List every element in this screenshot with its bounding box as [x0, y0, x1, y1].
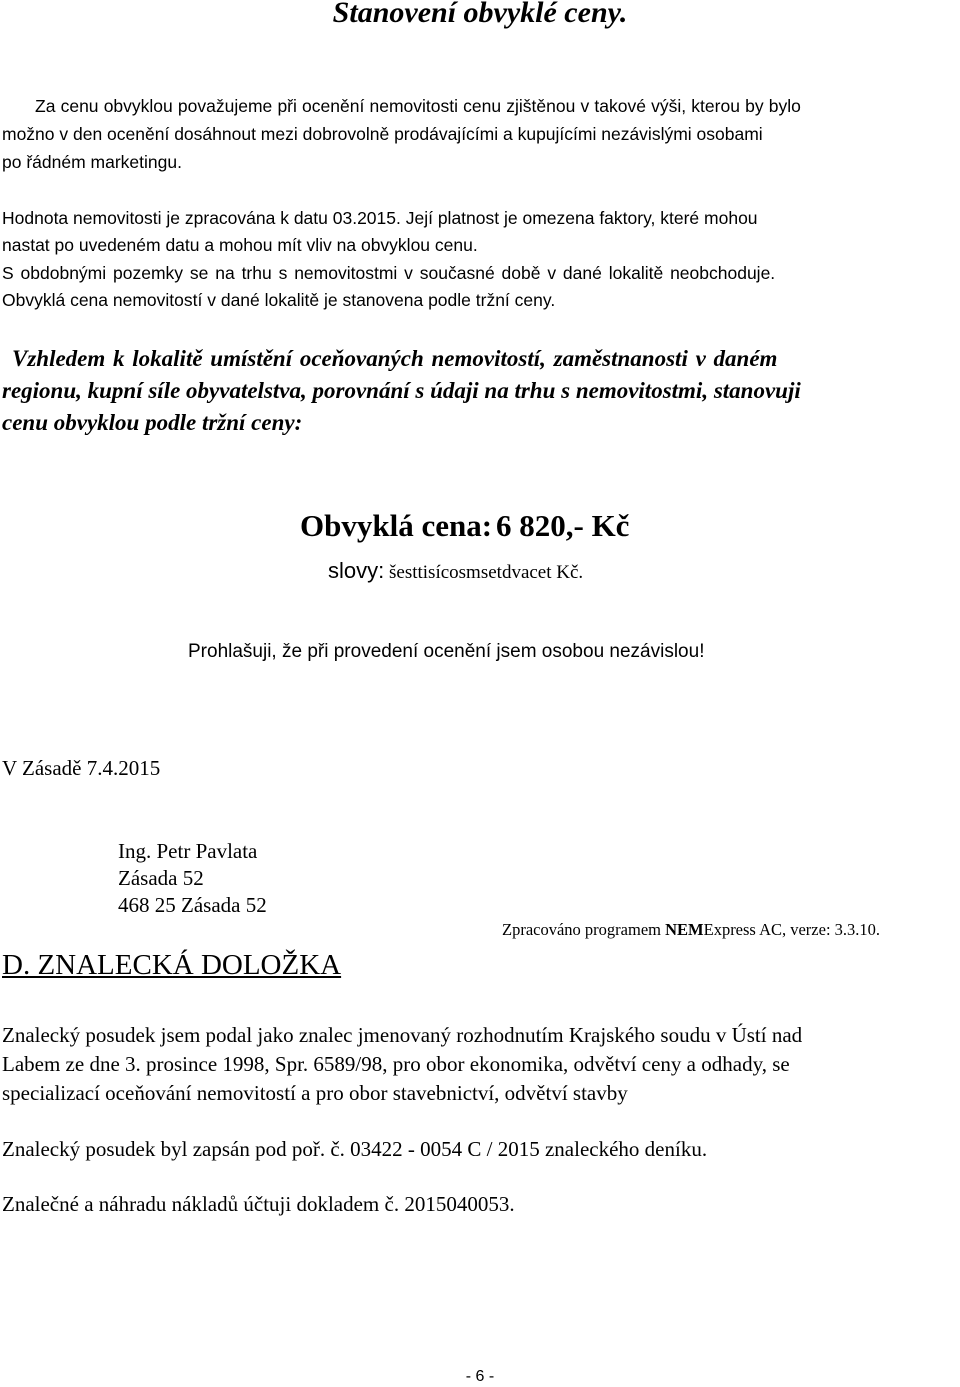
statement-line-2: regionu, kupní síle obyvatelstva, porovnání s údaji na trhu s nemovitostmi, stanovuji [2, 378, 801, 403]
statement-line-1: Vzhledem k lokalitě umístění oceňovaných nemovitostí, zaměstnanosti v daném [12, 346, 778, 371]
clause-para1-line-3: specializací oceňování nemovitostí a pro obor stavebnictví, odvětví stavby [2, 1081, 628, 1105]
price-label: Obvyklá cena: [300, 508, 493, 543]
author-name: Ing. Petr Pavlata [118, 839, 258, 863]
clause-para1-line-2: Labem ze dne 3. prosince 1998, Spr. 6589/98, pro obor ekonomika, odvětví ceny a odhady, se [2, 1052, 790, 1076]
software-suffix: Express AC, verze: 3.3.10. [703, 920, 881, 939]
validity-line-1: Hodnota nemovitosti je zpracována k datu 03.2015. Její platnost je omezena faktory, které mohou [2, 208, 758, 228]
intro-line-1: Za cenu obvyklou považujeme při ocenění nemovitosti cenu zjištěnou v takové výši, kterou by bylo [35, 96, 801, 116]
clause-para2: Znalecký posudek byl zapsán pod poř. č. 03422 - 0054 C / 2015 znaleckého deníku. [2, 1137, 708, 1161]
software-prefix: Zpracováno programem [502, 920, 666, 939]
validity-line-4: Obvyklá cena nemovitostí v dané lokalitě je stanovena podle tržní ceny. [2, 290, 556, 310]
author-city: 468 25 Zásada 52 [118, 893, 267, 917]
software-note [502, 920, 880, 940]
price-words: šesttisícosmsetdvacet Kč. [384, 562, 584, 583]
price-value: 6 820,- Kč [496, 508, 630, 543]
clause-para1-line-1: Znalecký posudek jsem podal jako znalec jmenovaný rozhodnutím Krajského soudu v Ústí nad [2, 1023, 803, 1047]
page-number: - 6 - [465, 1368, 495, 1385]
software-brand: NEM [665, 920, 704, 939]
place-date: V Zásadě 7.4.2015 [2, 756, 161, 780]
intro-line-2: možno v den ocenění dosáhnout mezi dobrovolně prodávajícími a kupujícími nezávislými osobami [2, 124, 763, 144]
validity-line-3: S obdobnými pozemky se na trhu s nemovitostmi v současné době v dané lokalitě neobchoduje. [2, 263, 776, 283]
intro-line-3: po řádném marketingu. [2, 152, 182, 172]
author-street: Zásada 52 [118, 866, 204, 890]
validity-line-2: nastat po uvedeném datu a mohou mít vliv na obvyklou cenu. [2, 235, 478, 255]
page-title: Stanovení obvyklé ceny. [332, 0, 628, 29]
price-words-prefix: slovy: [328, 558, 385, 583]
price-in-words [328, 558, 583, 584]
clause-heading: D. ZNALECKÁ DOLOŽKA [2, 949, 342, 981]
independence-declaration: Prohlašuji, že při provedení ocenění jsem osobou nezávislou! [188, 641, 705, 662]
statement-line-3: cenu obvyklou podle tržní ceny: [2, 410, 303, 435]
clause-para3: Znalečné a náhradu nákladů účtuji dokladem č. 2015040053. [2, 1192, 515, 1216]
